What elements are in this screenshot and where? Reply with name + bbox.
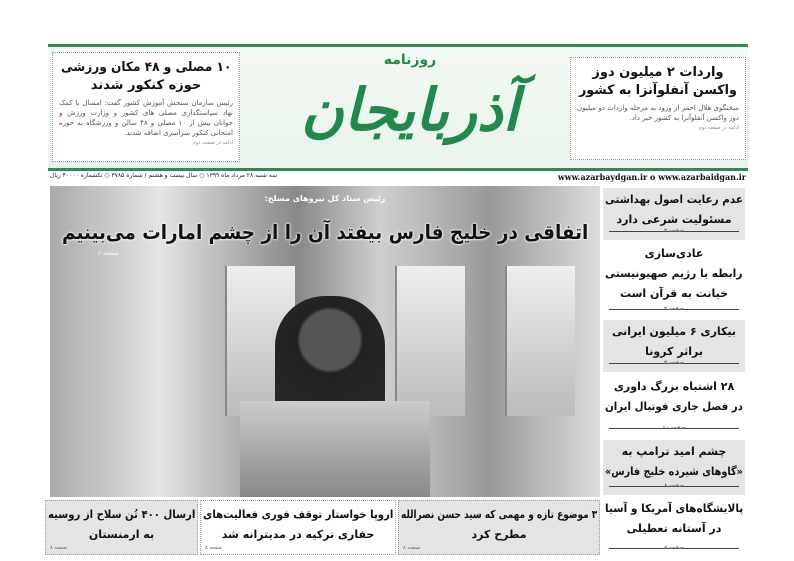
- bottom-story-line: مطرح کرد: [471, 528, 527, 541]
- side-story-line: در فصل جاری فوتبال ایران: [605, 400, 743, 413]
- top-rule: [48, 44, 748, 47]
- left-teaser-title: ۱۰ مصلی و ۴۸ مکان ورزشی: [60, 60, 231, 75]
- right-teaser-title-2: واکسن آنفلوآنزا به کشور: [579, 83, 737, 98]
- flag-image: [395, 266, 465, 416]
- podium: [240, 401, 430, 497]
- bottom-rule: [48, 168, 748, 171]
- page-ref: صفحه ۸: [403, 545, 420, 551]
- lead-page-ref: صفحه ۲: [98, 250, 119, 257]
- bottom-story-line: حفاری ترکیه در مدیترانه شد: [221, 528, 375, 541]
- side-story-line: رابطه با رژیم صهیونیستی: [605, 267, 743, 280]
- bottom-story-line: به ارمنستان: [88, 528, 155, 541]
- logo-name: آذربایجان: [301, 76, 519, 144]
- page-ref: صفحه ۸: [50, 545, 67, 551]
- lead-kicker: رئیس ستاد کل نیروهای مسلح:: [264, 194, 386, 203]
- side-story-line: براثر کرونا: [645, 345, 703, 358]
- right-teaser-body: سخنگوی هلال احمر از ورود به مرحله واردات دو میلیون دوز واکسن آنفلوآنزا به کشور خبر داد.: [577, 104, 739, 122]
- side-story[interactable]: [603, 440, 745, 495]
- page-ref: صفحه ۲: [664, 360, 684, 366]
- bottom-story-line: ۳ موضوع تازه و مهمی که سید حسن نصرالله: [400, 508, 597, 521]
- page-ref: صفحه ۲: [664, 306, 684, 312]
- side-story[interactable]: [603, 242, 745, 318]
- url-separator: o: [650, 172, 656, 182]
- logo-sub: روزنامه: [383, 52, 437, 68]
- side-story[interactable]: [603, 497, 745, 557]
- left-teaser[interactable]: [52, 52, 240, 162]
- url-2[interactable]: www.azarbaydgan.ir: [557, 172, 648, 182]
- side-story-line: بیکاری ۶ میلیون ایرانی: [611, 325, 737, 338]
- page-ref: صفحه ۵: [664, 545, 684, 551]
- side-story-line: پالایشگاه‌های آمریکا و آسیا: [604, 502, 743, 515]
- side-story-line: عدم رعایت اصول بهداشتی: [605, 193, 743, 206]
- page-ref: صفحه ۲: [664, 228, 684, 234]
- left-teaser-body: رئیس سازمان سنجش آموزش کشور گفت: امسال با کمک نهاد سیاستگذاری مصلی های کشور و وزارت ورزش و جوانان بیش از ۱۰ مصلی و ۴۸ سالن و ورزشگاه به حوزه امتحانی کنکور سراسری اضافه شدند.: [59, 99, 233, 137]
- left-teaser-more: ادامه در صفحه دوم: [192, 140, 233, 146]
- lead-headline-container: [60, 220, 590, 244]
- side-story[interactable]: [603, 188, 745, 240]
- side-story-line: خیانت به قرآن است: [619, 287, 729, 300]
- dateline: سه شنبه ۲۸ مرداد ماه ۱۳۹۹ ○ سال بیست و هشتم / شماره ۳۷۸۵ ○ تکشماره ۴۰۰۰۰ ریال: [50, 172, 278, 179]
- lead-headline[interactable]: اتفاقی در خلیج فارس بیفتد آن را از چشم امارات می‌بینیم: [61, 220, 588, 244]
- bottom-story[interactable]: [200, 500, 396, 555]
- url-1[interactable]: www.azarbaidgan.ir: [658, 172, 746, 182]
- side-story[interactable]: [603, 320, 745, 372]
- bottom-story-line: ارسال ۴۰۰ تُن سلاح از روسیه: [47, 508, 195, 521]
- side-story[interactable]: [603, 375, 745, 437]
- side-story-line: عادی‌سازی: [644, 247, 704, 260]
- right-teaser[interactable]: [570, 57, 746, 160]
- right-teaser-more: ادامه در صفحه دوم: [698, 125, 739, 131]
- page-ref: صفحه ۱۰: [662, 425, 686, 431]
- flag-image: [505, 266, 575, 416]
- lead-photo[interactable]: [50, 186, 600, 497]
- page-ref: صفحه ۸: [205, 545, 222, 551]
- side-story-line: مسئولیت شرعی دارد: [616, 213, 732, 226]
- left-teaser-title-2: حوزه کنکور شدند: [90, 78, 202, 93]
- website-urls[interactable]: [558, 172, 746, 182]
- page-ref: صفحه ۸: [664, 483, 684, 489]
- newspaper-logo: [260, 50, 560, 165]
- side-story-line: در آستانه تعطیلی: [626, 522, 722, 535]
- bottom-story-line: اروپا خواستار توقف فوری فعالیت‌های: [202, 508, 393, 521]
- side-story-line: چشم امید ترامپ به: [621, 445, 727, 458]
- side-story-line: «گاوهای شیرده خلیج فارس»: [605, 465, 743, 478]
- bottom-story[interactable]: [398, 500, 600, 555]
- right-teaser-title: واردات ۲ میلیون دوز: [592, 65, 724, 80]
- bottom-story[interactable]: [45, 500, 198, 555]
- side-story-line: ۲۸ اشتباه بزرگ داوری: [613, 380, 735, 393]
